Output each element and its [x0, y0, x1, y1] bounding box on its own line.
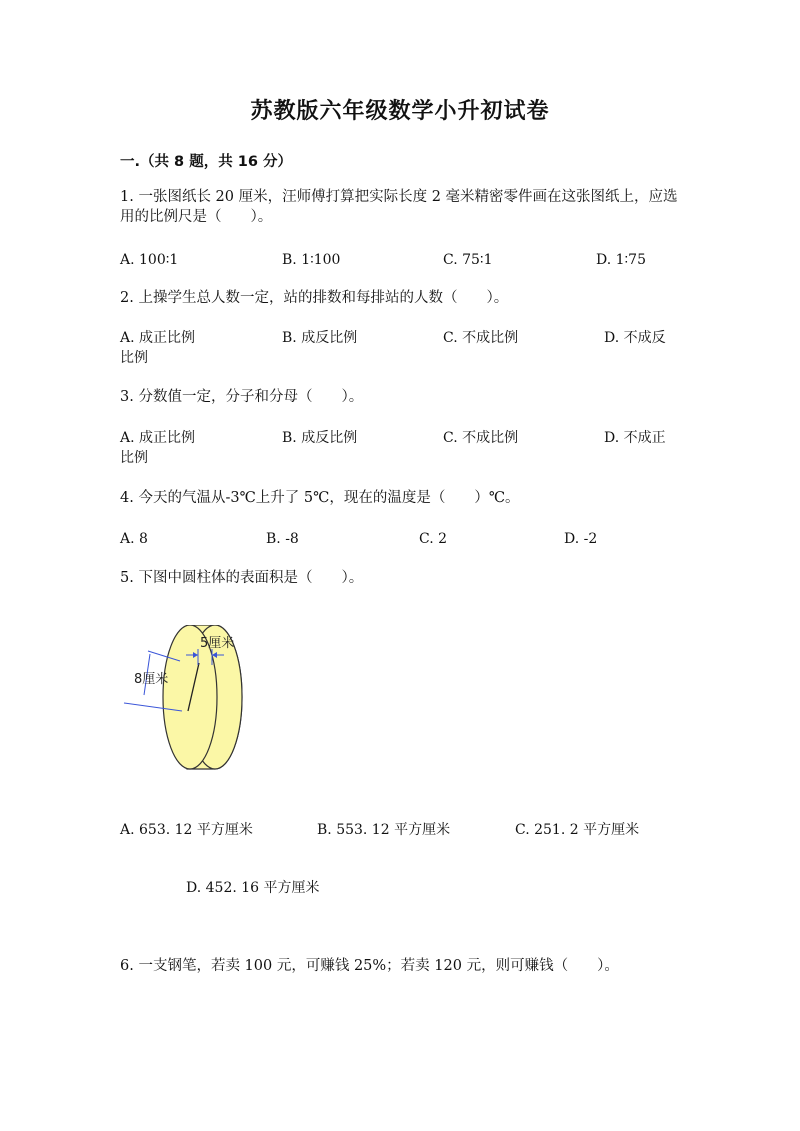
q1-option-d[interactable]: D. 1∶75	[596, 252, 646, 268]
q4-option-a[interactable]: A. 8	[120, 531, 148, 547]
radius-label: 8厘米	[134, 672, 169, 687]
q1-option-b[interactable]: B. 1∶100	[282, 252, 341, 268]
q1-option-c[interactable]: C. 75∶1	[443, 252, 493, 268]
question-2: 2. 上操学生总人数一定，站的排数和每排站的人数（ ）。	[120, 290, 509, 306]
q3-option-a[interactable]: A. 成正比例	[120, 430, 196, 446]
cylinder-figure	[120, 625, 280, 785]
q1-option-a[interactable]: A. 100∶1	[120, 252, 179, 268]
q3-option-d-wrap: 比例	[120, 450, 148, 466]
q2-option-b[interactable]: B. 成反比例	[282, 330, 358, 346]
question-6: 6. 一支钢笔，若卖 100 元，可赚钱 25%；若卖 120 元，则可赚钱（ ）。	[120, 958, 619, 974]
q2-option-c[interactable]: C. 不成比例	[443, 330, 519, 346]
q5-option-a[interactable]: A. 653. 12 平方厘米	[120, 822, 253, 838]
q5-option-b[interactable]: B. 553. 12 平方厘米	[317, 822, 451, 838]
page-title: 苏教版六年级数学小升初试卷	[250, 99, 550, 124]
section-heading: 一.（共 8 题，共 16 分）	[120, 154, 292, 170]
q5-option-c[interactable]: C. 251. 2 平方厘米	[515, 822, 640, 838]
question-3: 3. 分数值一定，分子和分母（ ）。	[120, 389, 364, 405]
q3-option-b[interactable]: B. 成反比例	[282, 430, 358, 446]
q3-option-c[interactable]: C. 不成比例	[443, 430, 519, 446]
question-5: 5. 下图中圆柱体的表面积是（ ）。	[120, 570, 364, 586]
q4-option-d[interactable]: D. -2	[564, 531, 598, 547]
q4-option-b[interactable]: B. -8	[266, 531, 299, 547]
q2-option-d-wrap: 比例	[120, 350, 148, 366]
q4-option-c[interactable]: C. 2	[419, 531, 448, 547]
width-label: 5厘米	[200, 636, 235, 651]
q2-option-a[interactable]: A. 成正比例	[120, 330, 196, 346]
q5-option-d[interactable]: D. 452. 16 平方厘米	[186, 880, 320, 896]
q3-option-d[interactable]: D. 不成正	[604, 430, 666, 446]
question-1: 1. 一张图纸长 20 厘米，汪师傅打算把实际长度 2 毫米精密零件画在这张图纸上，应选用的比例尺是（ ）。	[120, 189, 678, 225]
question-4: 4. 今天的气温从-3℃上升了 5℃，现在的温度是（ ）℃。	[120, 490, 520, 506]
q2-option-d[interactable]: D. 不成反	[604, 330, 666, 346]
